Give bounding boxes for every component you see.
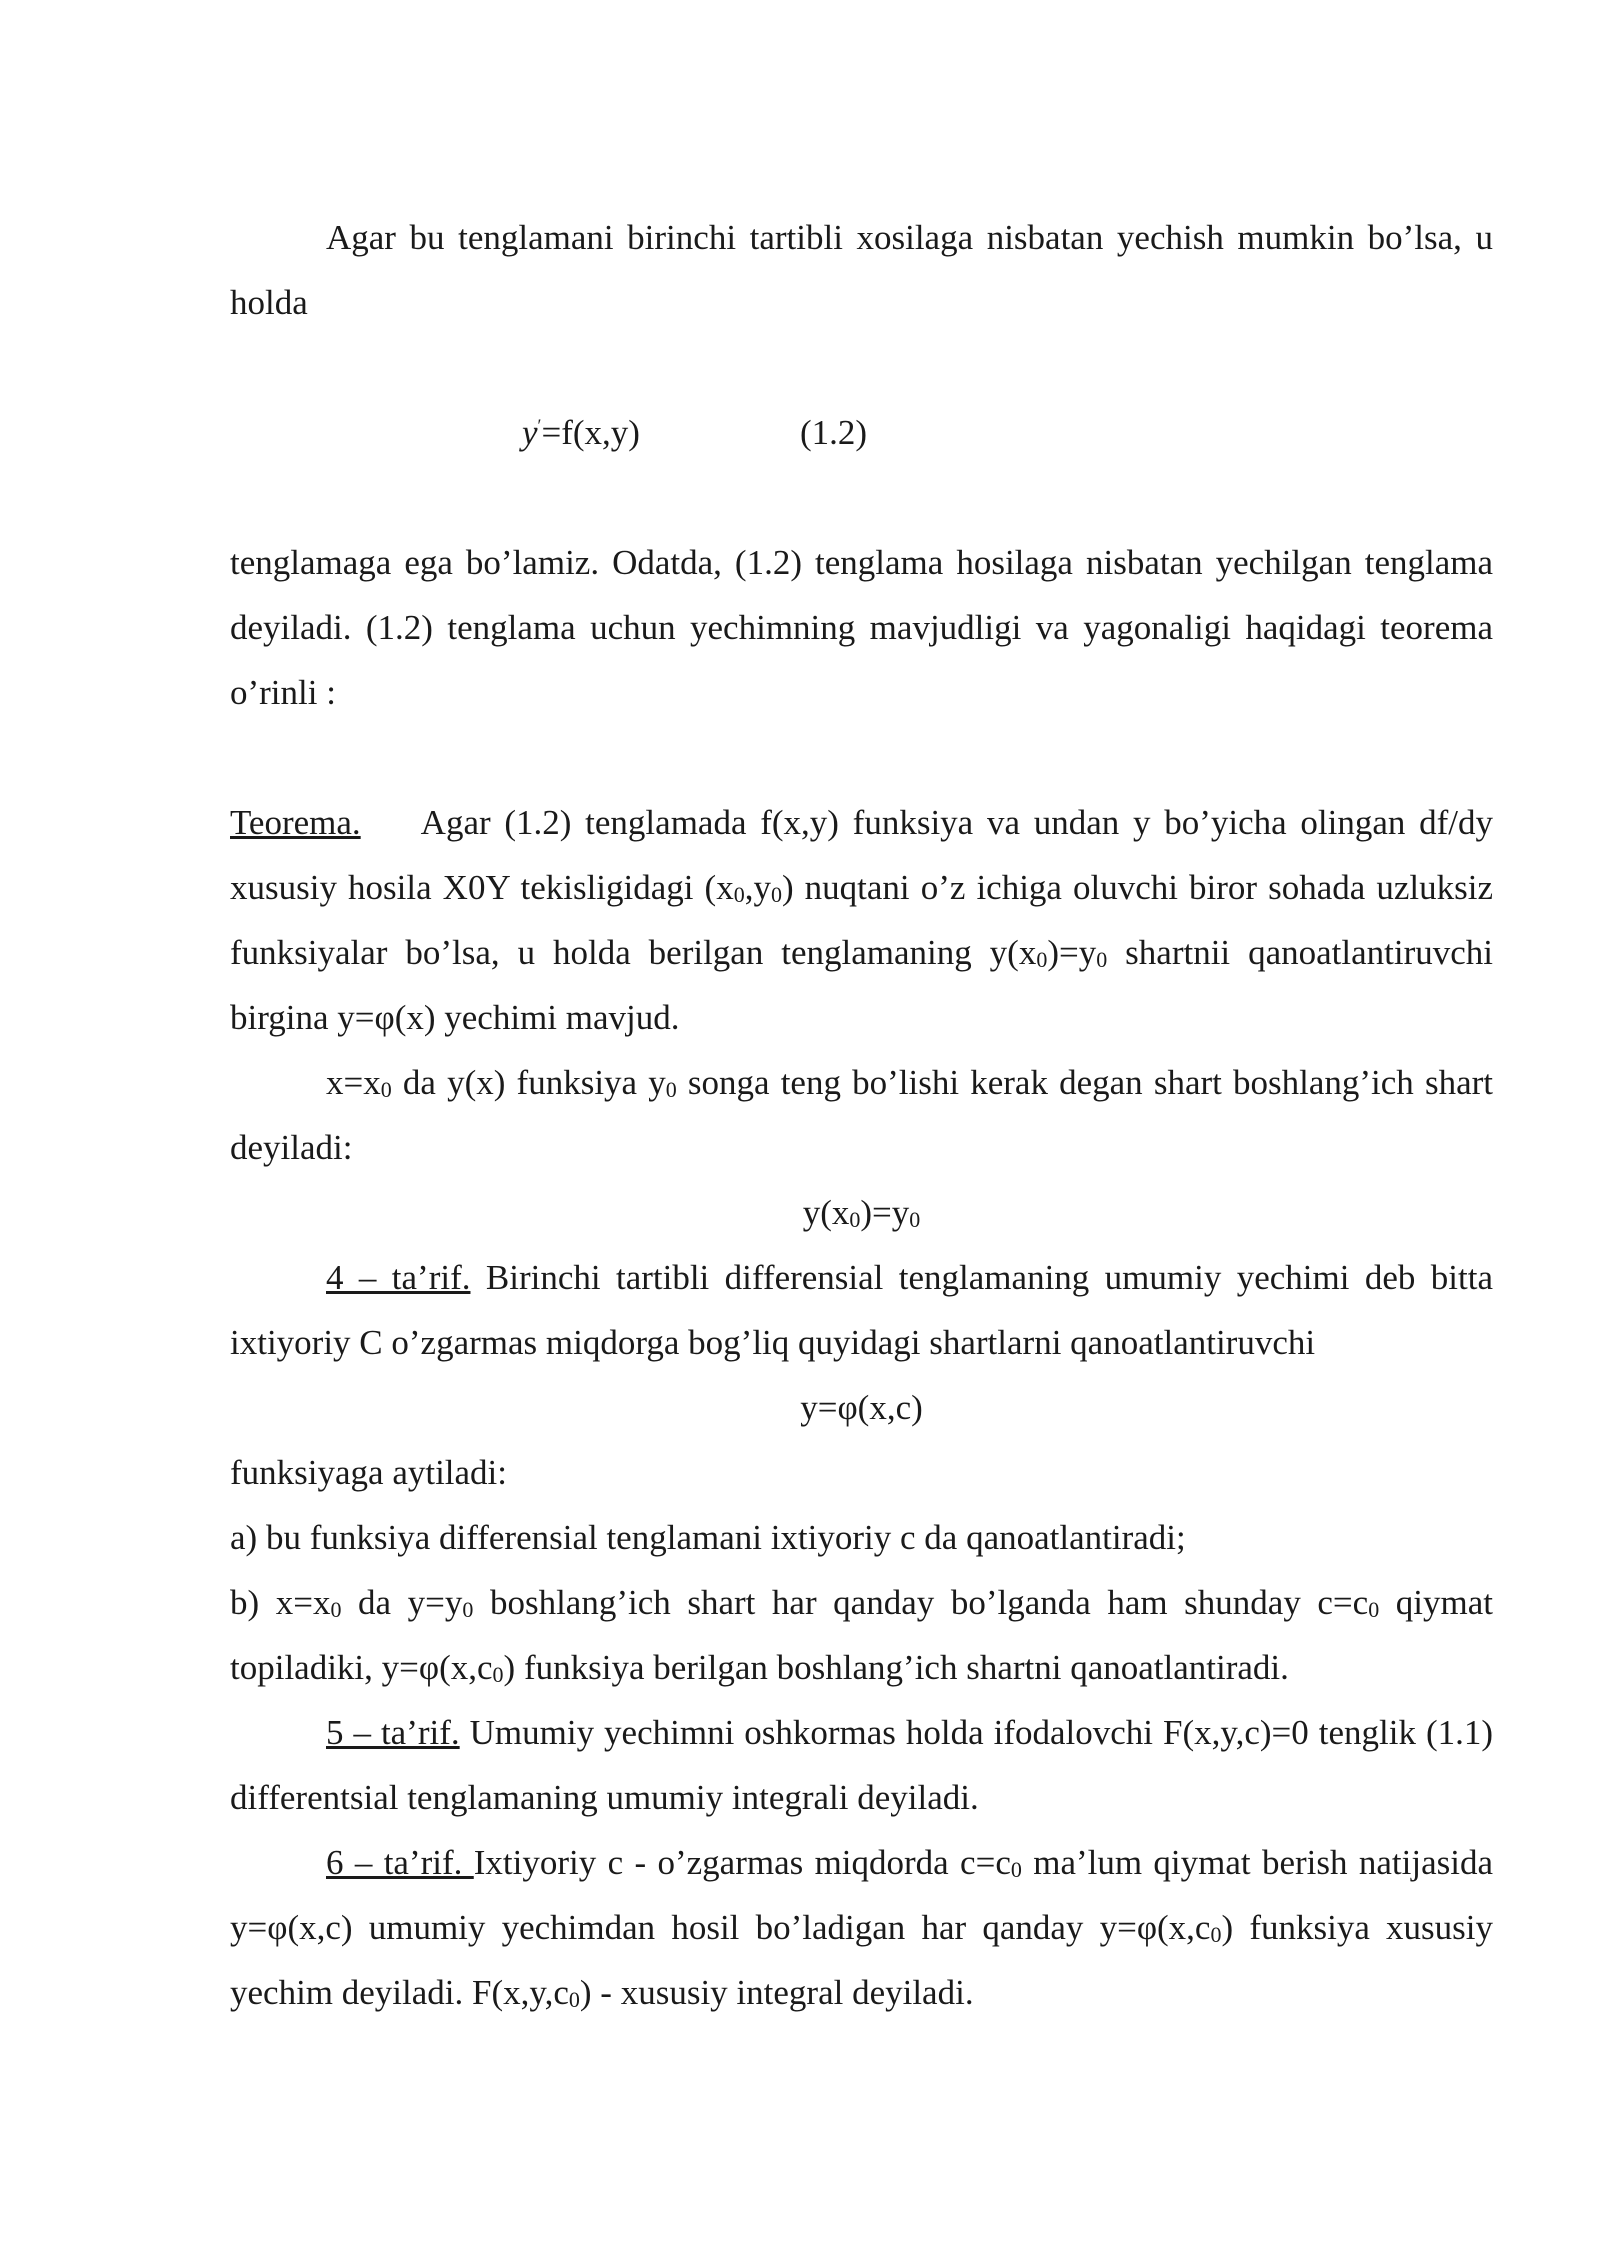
document-page: [230, 205, 1493, 2025]
definition-4-label: 4 – ta’rif.: [326, 1258, 471, 1297]
formula-1-2-rhs: =f(x,y): [541, 413, 640, 452]
subscript-zero: 0: [492, 1662, 504, 1687]
theorem-text: shartnii qanoatlantiruvchi birgina y=φ(x) yechimi mavjud.: [230, 933, 1493, 1037]
paragraph-intro: [230, 205, 1493, 335]
paragraph-initial-condition: [230, 1050, 1493, 1180]
equation-number: (1.2): [800, 413, 868, 452]
theorem-text: ,y: [744, 868, 771, 907]
definition-6: [230, 1830, 1493, 2025]
subscript-zero: 0: [1368, 1597, 1380, 1622]
list-item-text: a) bu funksiya differensial tenglamani ixtiyoriy c da qanoatlantiradi;: [230, 1518, 1186, 1557]
paragraph-text: songa teng bo’lishi kerak degan shart boshlang’ich shart deyiladi:: [230, 1063, 1493, 1167]
spacer: [230, 335, 1493, 400]
subscript-zero: 0: [849, 1207, 861, 1232]
list-item-text: b) x=x: [230, 1583, 331, 1622]
subscript-zero: 0: [733, 882, 745, 907]
list-item-text: boshlang’ich shart har qanday bo’lganda ham shunday c=c: [473, 1583, 1369, 1622]
theorem-label: Teorema.: [230, 803, 361, 842]
formula-1-2: [230, 400, 1493, 465]
subscript-zero: 0: [462, 1597, 474, 1622]
definition-4-text: Birinchi tartibli differensial tenglamaning umumiy yechimi deb bitta ixtiyoriy C o’zgarmas miqdorga bog’liq quyidagi shartlarni qanoatlantiruvchi: [230, 1258, 1494, 1362]
theorem-paragraph: [230, 790, 1493, 1050]
subscript-zero: 0: [1096, 947, 1108, 972]
theorem-text: Agar (1.2) tenglamada f(x,y) funksiya va undan y bo’yicha olingan df/dy xususiy hosila X0Y tekisligidagi (x: [230, 803, 1493, 907]
paragraph-text: x=x: [326, 1063, 381, 1102]
theorem-text: )=y: [1047, 933, 1097, 972]
subscript-zero: 0: [1210, 1922, 1222, 1947]
formula-text: y(x: [802, 1193, 850, 1232]
paragraph-explanation-text: tenglamaga ega bo’lamiz. Odatda, (1.2) tenglama hosilaga nisbatan yechilgan tenglama deyiladi. (1.2) tenglama uchun yechimning mavjudligi va yagonaligi haqidagi teorema o’rinli :: [230, 543, 1493, 712]
subscript-zero: 0: [770, 882, 782, 907]
formula-initial-condition: [230, 1180, 1493, 1245]
formula-text: )=y: [860, 1193, 910, 1232]
definition-6-text: ) - xususiy integral deyiladi.: [579, 1973, 974, 2012]
subscript-zero: 0: [665, 1077, 677, 1102]
formula-1-2-expression: [522, 400, 640, 465]
subscript-zero: 0: [1010, 1857, 1022, 1882]
spacer: [230, 725, 1493, 790]
definition-6-text: Ixtiyoriy c - o’zgarmas miqdorda c=c: [473, 1843, 1011, 1882]
subscript-zero: 0: [568, 1987, 580, 2012]
list-item-a: [230, 1505, 1493, 1570]
formula-1-2-prime: ′: [537, 415, 542, 436]
paragraph-intro-text: Agar bu tenglamani birinchi tartibli xosilaga nisbatan yechish mumkin bo’lsa, u holda: [230, 218, 1493, 322]
definition-5-text: Umumiy yechimni oshkormas holda ifodalovchi F(x,y,c)=0 tenglik (1.1) differentsial tenglamaning umumiy integrali deyiladi.: [230, 1713, 1494, 1817]
paragraph-function: [230, 1440, 1493, 1505]
spacer: [230, 465, 1493, 530]
list-item-b: [230, 1570, 1493, 1700]
list-item-text: da y=y: [341, 1583, 463, 1622]
paragraph-text: da y(x) funksiya y: [391, 1063, 666, 1102]
definition-6-text: ) funksiya xususiy yechim deyiladi. F(x,y,c: [230, 1908, 1494, 2012]
paragraph-text: funksiyaga aytiladi:: [230, 1453, 508, 1492]
formula-1-2-lhs: y: [522, 413, 538, 452]
list-item-text: ) funksiya berilgan boshlang’ich shartni qanoatlantiradi.: [503, 1648, 1289, 1687]
theorem-text: ) nuqtani o’z ichiga oluvchi biror sohada uzluksiz funksiyalar bo’lsa, u holda berilgan tenglamaning y(x: [230, 868, 1493, 972]
definition-5-label: 5 – ta’rif.: [326, 1713, 460, 1752]
definition-6-label: 6 – ta’rif.: [326, 1843, 474, 1882]
formula-general-solution: [230, 1375, 1493, 1440]
definition-4: [230, 1245, 1493, 1375]
formula-text: y=φ(x,c): [800, 1388, 923, 1427]
definition-5: [230, 1700, 1493, 1830]
subscript-zero: 0: [330, 1597, 342, 1622]
definition-6-text: ma’lum qiymat berish natijasida y=φ(x,c) umumiy yechimdan hosil bo’ladigan har qanday y=φ(x,c: [230, 1843, 1493, 1947]
subscript-zero: 0: [909, 1207, 921, 1232]
list-item-text: qiymat topiladiki, y=φ(x,c: [230, 1583, 1493, 1687]
subscript-zero: 0: [1036, 947, 1048, 972]
subscript-zero: 0: [380, 1077, 392, 1102]
paragraph-explanation: [230, 530, 1493, 725]
